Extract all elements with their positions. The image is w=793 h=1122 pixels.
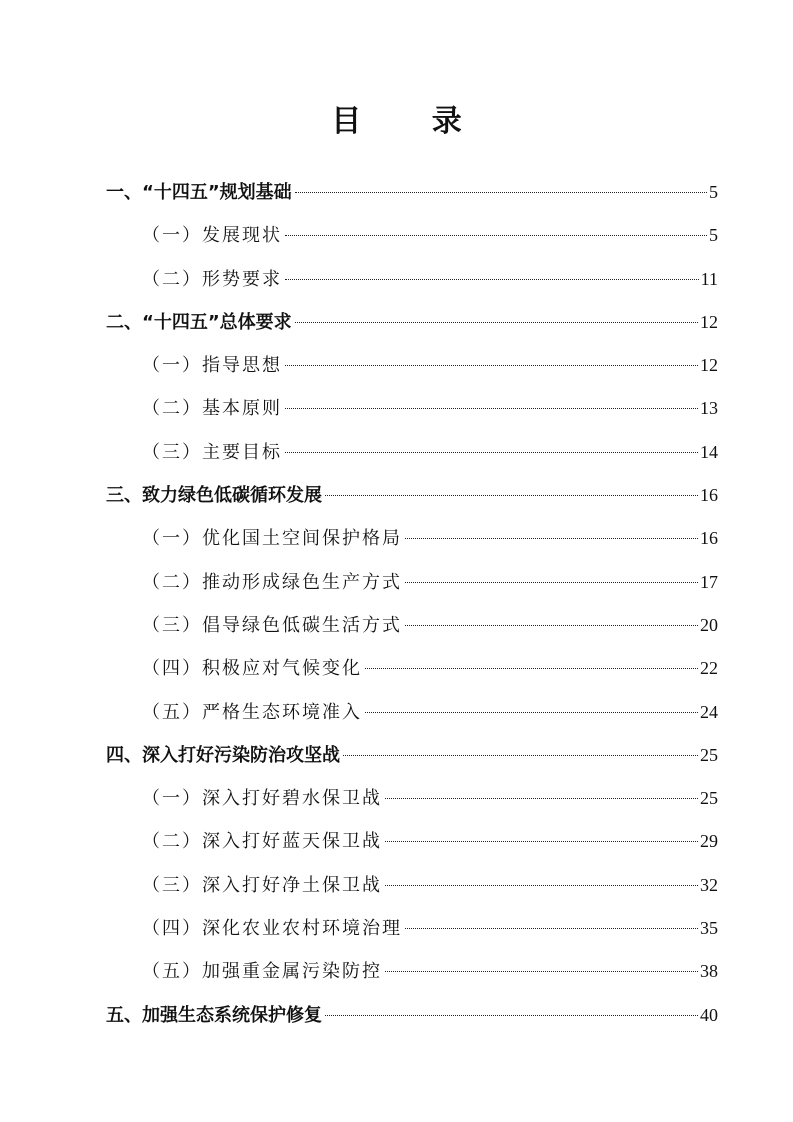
toc-page-number: 20 xyxy=(700,614,718,635)
toc-chapter-entry[interactable] xyxy=(106,174,718,217)
toc-entry-title: （五）加强重金属污染防控 xyxy=(142,961,382,983)
dot-leader xyxy=(295,322,698,323)
toc-entry-title: （一）发展现状 xyxy=(142,225,282,247)
toc-entry-title: （二）形势要求 xyxy=(142,268,282,290)
toc-section-entry[interactable] xyxy=(106,520,718,563)
toc-section-entry[interactable] xyxy=(106,823,718,866)
toc-entry-title: 一、“十四五”规划基础 xyxy=(106,182,292,203)
dot-leader xyxy=(285,279,699,280)
toc-page-number: 24 xyxy=(700,701,718,722)
toc-page-number: 32 xyxy=(700,874,718,895)
dot-leader xyxy=(343,755,698,756)
toc-page-number: 14 xyxy=(700,441,718,462)
dot-leader xyxy=(285,452,698,453)
toc-section-entry[interactable] xyxy=(106,780,718,823)
toc-page-number: 25 xyxy=(700,788,718,809)
toc-page-number: 25 xyxy=(700,744,718,765)
toc-page-number: 38 xyxy=(700,961,718,982)
toc-entry-title: （二）深入打好蓝天保卫战 xyxy=(142,831,382,853)
toc-entry-title: 二、“十四五”总体要求 xyxy=(106,311,292,333)
toc-page-number: 16 xyxy=(700,485,718,506)
dot-leader xyxy=(295,192,707,193)
dot-leader xyxy=(405,582,698,583)
dot-leader xyxy=(405,625,698,626)
toc-page-number: 29 xyxy=(700,831,718,852)
dot-leader xyxy=(385,885,698,886)
dot-leader xyxy=(325,1015,698,1016)
toc-section-entry[interactable] xyxy=(106,564,718,607)
toc-section-entry[interactable] xyxy=(106,650,718,693)
toc-page-number: 11 xyxy=(700,268,718,289)
toc-chapter-entry[interactable] xyxy=(106,477,718,520)
toc-section-entry[interactable] xyxy=(106,347,718,390)
toc-page-number: 22 xyxy=(700,658,718,679)
table-of-contents xyxy=(106,174,718,1040)
dot-leader xyxy=(365,668,698,669)
toc-entry-title: （一）深入打好碧水保卫战 xyxy=(142,788,382,810)
toc-page-number: 5 xyxy=(709,182,718,202)
toc-entry-title: （三）倡导绿色低碳生活方式 xyxy=(142,614,402,636)
toc-section-entry[interactable] xyxy=(106,694,718,737)
toc-section-entry[interactable] xyxy=(106,434,718,477)
dot-leader xyxy=(405,538,698,539)
dot-leader xyxy=(405,928,698,929)
toc-page-number: 17 xyxy=(700,571,718,592)
toc-entry-title: 四、深入打好污染防治攻坚战 xyxy=(106,744,340,766)
toc-entry-title: 三、致力绿色低碳循环发展 xyxy=(106,485,322,507)
dot-leader xyxy=(365,712,698,713)
toc-section-entry[interactable] xyxy=(106,867,718,910)
toc-entry-title: （三）主要目标 xyxy=(142,441,282,463)
toc-section-entry[interactable] xyxy=(106,390,718,433)
dot-leader xyxy=(385,841,698,842)
page-title: 目 录 xyxy=(331,104,492,139)
toc-chapter-entry[interactable] xyxy=(106,737,718,780)
toc-entry-title: （五）严格生态环境准入 xyxy=(142,701,362,723)
toc-section-entry[interactable] xyxy=(106,910,718,953)
dot-leader xyxy=(325,495,698,496)
toc-entry-title: （二）基本原则 xyxy=(142,398,282,420)
toc-section-entry[interactable] xyxy=(106,261,718,304)
toc-page-number: 5 xyxy=(709,225,718,246)
dot-leader xyxy=(285,365,698,366)
toc-page-number: 12 xyxy=(700,355,718,376)
toc-entry-title: （二）推动形成绿色生产方式 xyxy=(142,571,402,593)
toc-page-number: 13 xyxy=(700,398,718,419)
toc-entry-title: （一）优化国土空间保护格局 xyxy=(142,528,402,550)
toc-chapter-entry[interactable] xyxy=(106,997,718,1040)
toc-section-entry[interactable] xyxy=(106,217,718,260)
toc-section-entry[interactable] xyxy=(106,953,718,996)
toc-entry-title: （四）深化农业农村环境治理 xyxy=(142,918,402,940)
toc-entry-title: （四）积极应对气候变化 xyxy=(142,658,362,680)
toc-page-number: 16 xyxy=(700,528,718,549)
dot-leader xyxy=(385,971,698,972)
toc-entry-title: 五、加强生态系统保护修复 xyxy=(106,1004,322,1026)
toc-section-entry[interactable] xyxy=(106,607,718,650)
toc-chapter-entry[interactable] xyxy=(106,304,718,347)
dot-leader xyxy=(285,235,707,236)
toc-page-number: 12 xyxy=(700,311,718,332)
toc-page-number: 40 xyxy=(700,1004,718,1025)
dot-leader xyxy=(285,408,698,409)
toc-entry-title: （一）指导思想 xyxy=(142,355,282,377)
toc-entry-title: （三）深入打好净土保卫战 xyxy=(142,874,382,896)
dot-leader xyxy=(385,798,698,799)
toc-page-number: 35 xyxy=(700,918,718,939)
